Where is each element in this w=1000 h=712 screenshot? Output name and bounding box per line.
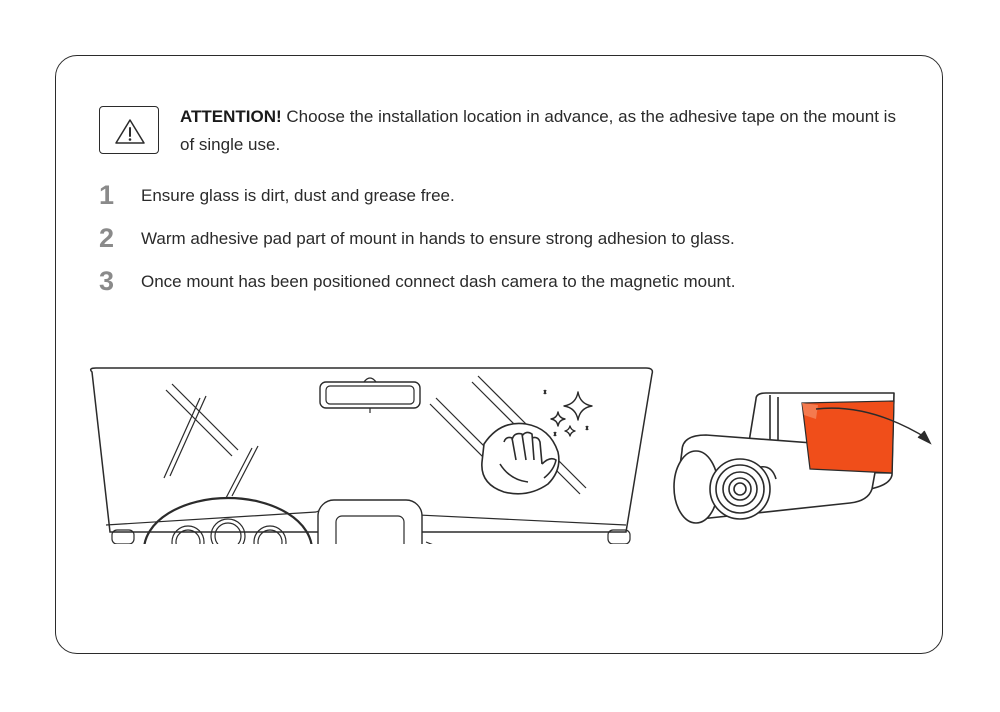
- windshield-illustration: [80, 360, 660, 550]
- step-text: Once mount has been positioned connect dash camera to the magnetic mount.: [141, 272, 736, 291]
- step-number: 1: [99, 180, 115, 210]
- step-3: [99, 266, 919, 296]
- step-number: 2: [99, 223, 115, 253]
- step-2: [99, 223, 919, 253]
- step-text: Warm adhesive pad part of mount in hands to ensure strong adhesion to glass.: [141, 229, 735, 248]
- step-number: 3: [99, 266, 115, 296]
- step-1: [99, 180, 919, 210]
- attention-text: Choose the installation location in advance, as the adhesive tape on the mount is of single use.: [180, 107, 896, 154]
- attention-notice: [180, 103, 900, 159]
- warning-triangle-icon: [99, 106, 159, 154]
- dash-camera-illustration: [660, 385, 940, 535]
- step-text: Ensure glass is dirt, dust and grease free.: [141, 186, 455, 205]
- cleaning-cloth-hand-icon: [482, 423, 559, 493]
- attention-label: ATTENTION!: [180, 107, 282, 126]
